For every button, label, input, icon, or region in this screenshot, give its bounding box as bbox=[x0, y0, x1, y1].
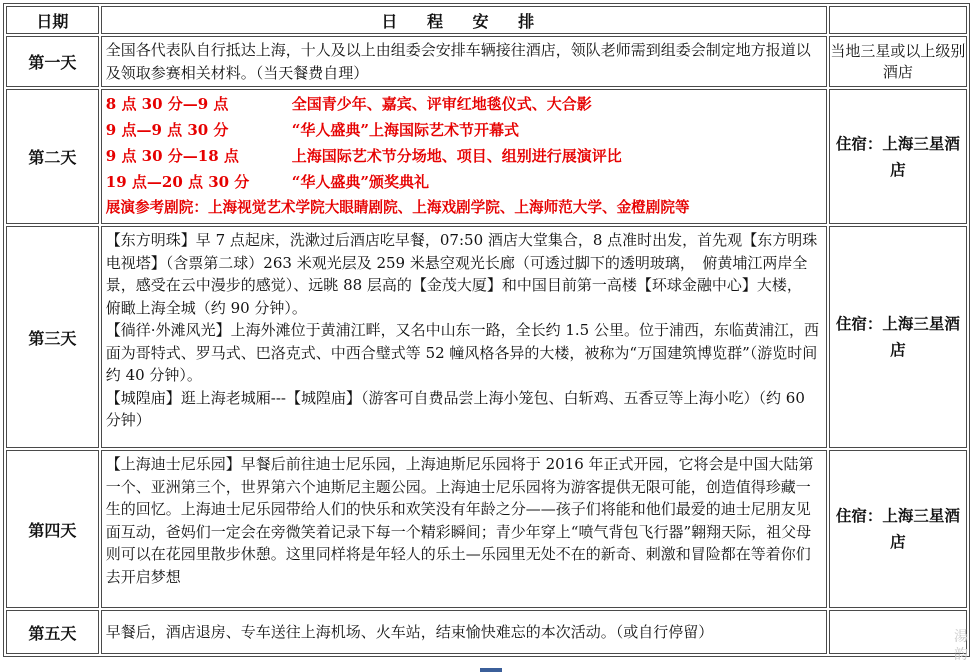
day-label: 第四天 bbox=[6, 450, 99, 608]
table-row bbox=[6, 450, 967, 608]
day-label: 第五天 bbox=[6, 610, 99, 654]
header-plan bbox=[101, 6, 827, 34]
hotel-cell: 住宿：上海三星酒店 bbox=[829, 450, 967, 608]
day-label: 第一天 bbox=[6, 36, 99, 87]
paragraph: 【城隍庙】逛上海老城厢---【城隍庙】（游客可自费品尝上海小笼包、白斩鸡、五香豆等上海小吃）（约 60 分钟） bbox=[105, 388, 805, 429]
schedule-item bbox=[106, 117, 822, 143]
paragraph: 【东方明珠】早 7 点起床，洗漱过后酒店吃早餐，07:50 酒店大堂集合，8 点准时出发，首先观【东方明珠电视塔】（含票第二球）263 米观光层及 259 米悬空观光长廊（可透过脚下的透明玻璃， 俯黄埔江两岸全景，感受在云中漫步的感觉）、远眺 88 层高的【金茂大厦】和中国目前第一高楼【环球金融中心】大楼， 俯瞰上海全城（约 90 分钟）。 bbox=[105, 231, 818, 317]
day-content bbox=[101, 89, 827, 224]
header-row bbox=[6, 6, 967, 34]
schedule-time: 19 点—20 点 30 分 bbox=[105, 173, 250, 191]
day-label: 第二天 bbox=[6, 89, 99, 224]
venue-list: 展演参考剧院：上海视觉艺术学院大眼睛剧院、上海戏剧学院、上海师范大学、金橙剧院等 bbox=[105, 199, 690, 216]
schedule-item bbox=[106, 143, 822, 169]
schedule-event: “华人盛典”颁奖典礼 bbox=[291, 173, 430, 191]
day-content: 早餐后，酒店退房、专车送往上海机场、火车站，结束愉快难忘的本次活动。（或自行停留） bbox=[101, 610, 827, 654]
table-row bbox=[6, 226, 967, 448]
table-row bbox=[6, 610, 967, 654]
scroll-indicator bbox=[480, 668, 502, 672]
day-content bbox=[101, 226, 827, 448]
header-hotel bbox=[829, 6, 967, 34]
schedule-item bbox=[106, 169, 822, 195]
schedule-event: 全国青少年、嘉宾、评审红地毯仪式、大合影 bbox=[291, 95, 592, 113]
schedule-time: 9 点 30 分—18 点 bbox=[105, 147, 239, 165]
hotel-cell: 当地三星或以上级别酒店 bbox=[829, 36, 967, 87]
day-content: 全国各代表队自行抵达上海，十人及以上由组委会安排车辆接往酒店，领队老师需到组委会制定地方报道以及领取参赛相关材料。（当天餐费自理） bbox=[101, 36, 827, 87]
header-date: 日期 bbox=[6, 6, 99, 34]
watermark: 湯 韵 bbox=[954, 629, 968, 663]
day-label: 第三天 bbox=[6, 226, 99, 448]
day-content: 【上海迪士尼乐园】早餐后前往迪士尼乐园，上海迪斯尼乐园将于 2016 年正式开园，它将会是中国大陆第一个、亚洲第三个，世界第六个迪斯尼主题公园。上海迪士尼乐园将为游客提供无限可能，创造值得珍藏一生的回忆。上海迪士尼乐园带给人们的快乐和欢笑没有年龄之分——孩子们将能和他们最爱的迪士尼朋友见面互动，爸妈们一定会在旁微笑着记录下每一个精彩瞬间；青少年穿上“喷气背包飞行器”翱翔天际，祖父母则可以在花园里散步休憩。这里同样将是年轻人的乐土—乐园里无处不在的新奇、刺激和冒险都在等着你们去开启梦想 bbox=[101, 450, 827, 608]
table-row bbox=[6, 36, 967, 87]
hotel-cell bbox=[829, 610, 967, 654]
paragraph: 【徜徉·外滩风光】上海外滩位于黄浦江畔，又名中山东一路，全长约 1.5 公里。位于浦西，东临黄浦江，西面为哥特式、罗马式、巴洛克式、中西合璧式等 52 幢风格各异的大楼，被称为“万国建筑博览群”（游览时间约 40 分钟）。 bbox=[105, 321, 819, 384]
header-plan-label: 日 程 安 排 bbox=[381, 11, 547, 31]
schedule-event: “华人盛典”上海国际艺术节开幕式 bbox=[291, 121, 520, 139]
schedule-time: 8 点 30 分—9 点 bbox=[105, 95, 229, 113]
schedule-item bbox=[106, 91, 822, 117]
schedule-table bbox=[3, 3, 970, 657]
table-row bbox=[6, 89, 967, 224]
hotel-cell: 住宿：上海三星酒店 bbox=[829, 89, 967, 224]
schedule-event: 上海国际艺术节分场地、项目、组别进行展演评比 bbox=[291, 147, 622, 165]
schedule-time: 9 点—9 点 30 分 bbox=[105, 121, 229, 139]
hotel-cell: 住宿：上海三星酒店 bbox=[829, 226, 967, 448]
